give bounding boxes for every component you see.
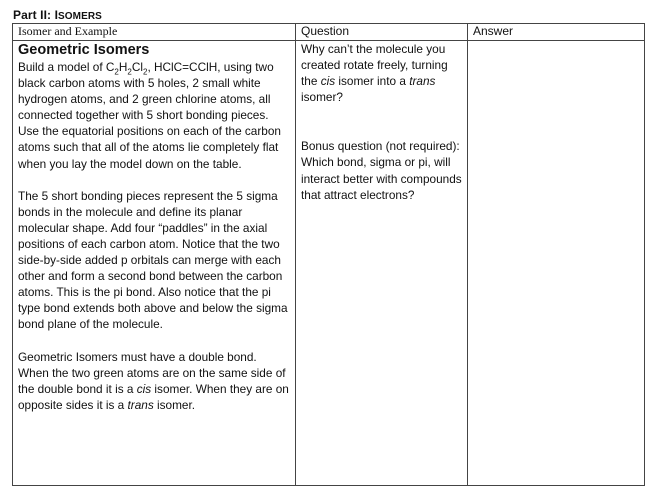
- question-cell: [296, 41, 468, 486]
- sigma-pi-paragraph: The 5 short bonding pieces represent the 5 sigma bonds in the molecule and define its planar molecular shape. Add four “paddles” in the axial positions of each carbon atom. Notice that the two side-by-side added p orbitals can merge with each other and form a second bond between the carbon atoms. This is the pi bond. Also notice that the pi type bond extends both above and below the sigma bond plane of the molecule.: [18, 188, 288, 332]
- instructions-paragraph: Build a model of $C_2H_2Cl_2$, HClC=CClH, using two black carbon atoms with 5 holes, 2 small white hydrogen atoms, and 2 green chlorine atoms, all connected together with 5 short bonding pieces. Use the equatorial positions on each of the carbon atoms such that all of the atoms lie completely flat when you lay the model down on the table.: [18, 60, 281, 171]
- isomer-example-cell: [13, 41, 296, 486]
- rotation-question: Why can’t the molecule you created rotate freely, turning the cis isomer into a trans isomer?: [301, 42, 448, 105]
- content-row: [13, 41, 645, 486]
- part-prefix: Part II:: [13, 8, 55, 22]
- header-row: [13, 24, 645, 41]
- header-question: Question: [296, 24, 468, 41]
- section-heading: Geometric Isomers: [18, 42, 150, 58]
- bonus-question: Bonus question (not required): Which bond, sigma or pi, will interact better with compounds that attract electrons?: [301, 139, 462, 202]
- cis-trans-paragraph: Geometric Isomers must have a double bond. When the two green atoms are on the same side of the double bond it is a cis isomer. When they are on opposite sides it is a trans isomer.: [18, 349, 289, 412]
- worksheet-table: [12, 23, 645, 486]
- answer-cell[interactable]: [468, 41, 645, 486]
- part-name: ISOMERS: [54, 8, 102, 22]
- header-isomer-example: Isomer and Example: [13, 24, 296, 41]
- header-answer: Answer: [468, 24, 645, 41]
- part-title: [13, 8, 102, 22]
